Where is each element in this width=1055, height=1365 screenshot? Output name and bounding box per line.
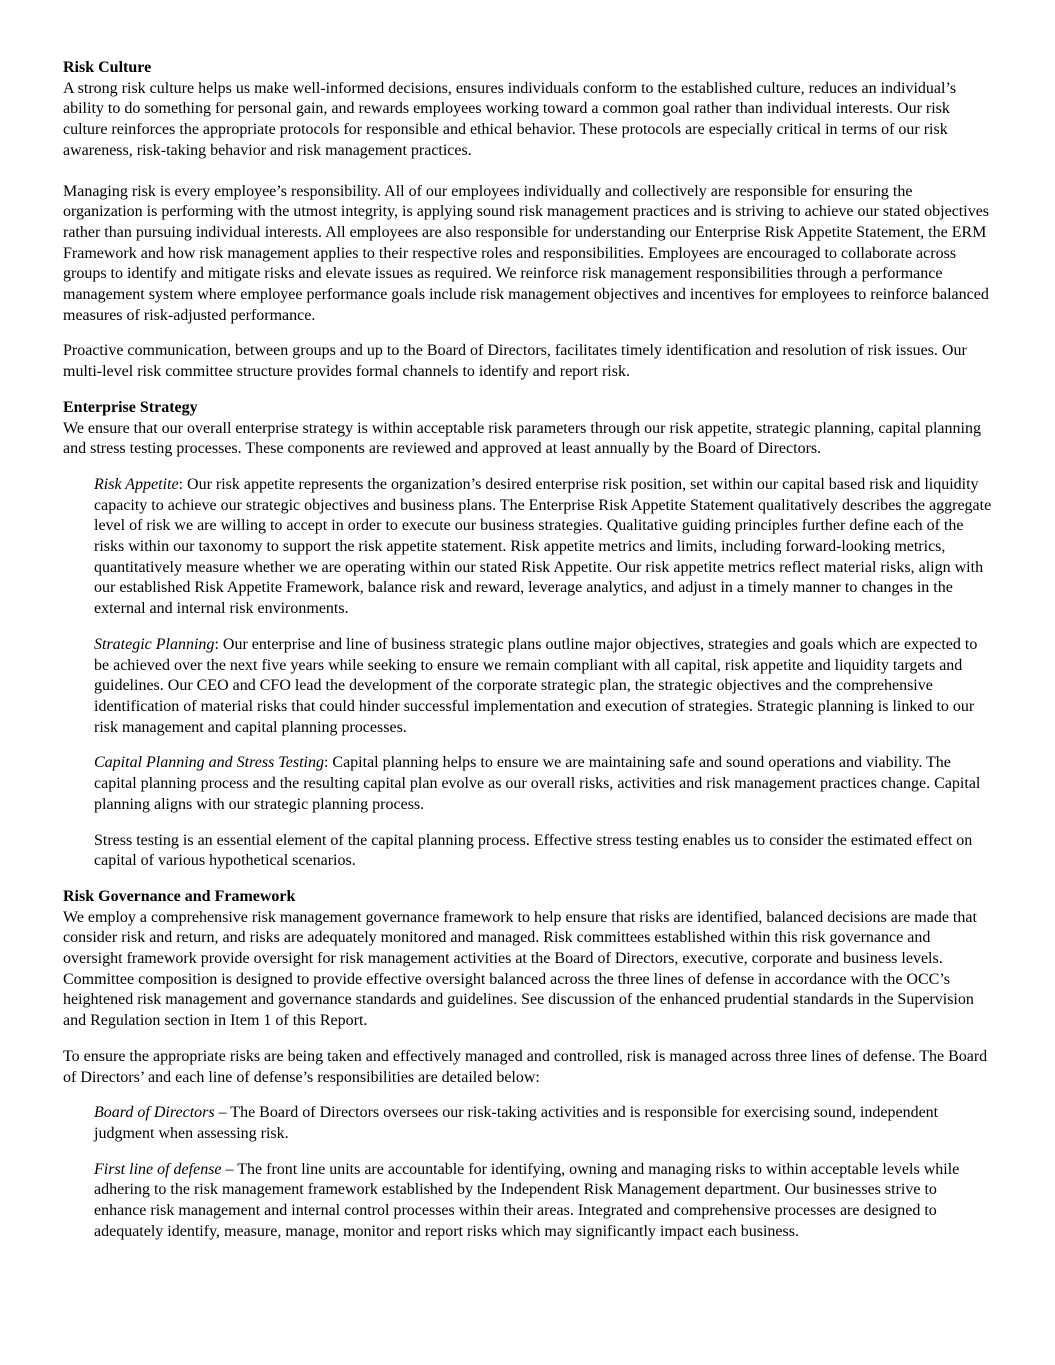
board-of-directors-text: – The Board of Directors oversees our risk-taking activities and is responsible for exercising sound, independent judgment when assessing risk.: [94, 1104, 939, 1142]
risk-appetite-text: : Our risk appetite represents the organization’s desired enterprise risk position, set within our capital based risk and liquidity capacity to achieve our strategic objectives and business plans. The Enterprise Risk Appetite Statement qualitatively describes the aggregate level of risk we are willing to accept in order to execute our business strategies. Qualitative guiding principles further define each of the risks within our taxonomy to support the risk appetite statement. Risk appetite metrics and limits, including forward-looking metrics, quantitatively measure whether we are operating within our stated Risk Appetite. Our risk appetite metrics reflect material risks, align with our established Risk Appetite Framework, balance risk and reward, leverage analytics, and adjust in a timely manner to changes in the external and internal risk environments.: [94, 475, 992, 618]
board-of-directors-lead: Board of Directors: [94, 1104, 215, 1122]
capital-planning-lead: Capital Planning and Stress Testing: [94, 754, 324, 772]
capital-planning-text: : Capital planning helps to ensure we are maintaining safe and sound operations and viability. The capital planning process and the resulting capital plan evolve as our overall risks, activities and risk management practices change. Capital planning aligns with our strategic planning process.: [94, 754, 981, 813]
first-line-of-defense-text: – The front line units are accountable for identifying, owning and managing risks to within acceptable levels while adhering to the risk management framework established by the Independent Risk Management department. Our businesses strive to enhance risk management and internal control processes within their areas. Integrated and comprehensive processes are designed to adequately identify, measure, manage, monitor and report risks which may significantly impact each business.: [94, 1160, 960, 1240]
risk-culture-section: [63, 58, 993, 383]
risk-appetite-lead: Risk Appetite: [94, 475, 179, 493]
risk-culture-paragraph-2: Managing risk is every employee’s responsibility. All of our employees individually and collectively are responsible for ensuring the organization is performing with the utmost integrity, is applying sound risk management practices and is striving to achieve our stated objectives rather than pursuing individual interests. All employees are also responsible for understanding our Enterprise Risk Appetite Statement, the ERM Framework and how risk management applies to their respective roles and responsibilities. Employees are encouraged to collaborate across groups to identify and mitigate risks and elevate issues as required. We reinforce risk management responsibilities through a performance management system where employee performance goals include risk management objectives and incentives for employees to reinforce balanced measures of risk-adjusted performance.: [63, 182, 990, 324]
strategic-planning-lead: Strategic Planning: [94, 635, 215, 653]
enterprise-strategy-intro: We ensure that our overall enterprise strategy is within acceptable risk parameters through our risk appetite, strategic planning, capital planning and stress testing processes. These components are reviewed and approved at least annually by the Board of Directors.: [63, 419, 981, 458]
first-line-of-defense-lead: First line of defense: [94, 1160, 222, 1178]
capital-planning-paragraph: [94, 753, 993, 815]
risk-governance-paragraph-1: We employ a comprehensive risk management governance framework to help ensure that risks are identified, balanced decisions are made that consider risk and return, and risks are adequately monitored and managed. Risk committees established within this risk governance and oversight framework provide oversight for risk management activities at the Board of Directors, executive, corporate and business levels. Committee composition is designed to provide effective oversight balanced across the three lines of defense in accordance with the OCC’s heightened risk management and governance standards and guidelines. See discussion of the enhanced prudential standards in the Supervision and Regulation section in Item 1 of this Report.: [63, 908, 977, 1030]
board-of-directors-paragraph: [94, 1103, 993, 1144]
stress-testing-paragraph: Stress testing is an essential element of the capital planning process. Effective stress testing enables us to consider the estimated effect on capital of various hypothetical scenarios.: [94, 831, 973, 870]
risk-culture-paragraph-3: Proactive communication, between groups and up to the Board of Directors, facilitates timely identification and resolution of risk issues. Our multi-level risk committee structure provides formal channels to identify and report risk.: [63, 342, 967, 381]
enterprise-strategy-heading: Enterprise Strategy: [63, 398, 198, 416]
risk-governance-heading: Risk Governance and Framework: [63, 887, 296, 905]
first-line-of-defense-paragraph: [94, 1160, 993, 1243]
risk-governance-paragraph-2: To ensure the appropriate risks are being taken and effectively managed and controlled, risk is managed across three lines of defense. The Board of Directors’ and each line of defense’s responsibilities are detailed below:: [63, 1047, 988, 1086]
risk-culture-heading: Risk Culture: [63, 59, 152, 76]
risk-culture-paragraph-1: A strong risk culture helps us make well-informed decisions, ensures individuals conform to the established culture, reduces an individual’s ability to do something for personal gain, and rewards employees working toward a common goal rather than individual interests. Our risk culture reinforces the appropriate protocols for responsible and ethical behavior. These protocols are especially critical in terms of our risk awareness, risk-taking behavior and risk management practices.: [63, 79, 957, 159]
strategic-planning-paragraph: [94, 635, 993, 739]
risk-governance-section: [63, 887, 993, 1243]
enterprise-strategy-section: [63, 398, 993, 872]
strategic-planning-text: : Our enterprise and line of business strategic plans outline major objectives, strategies and goals which are expected to be achieved over the next five years while seeking to ensure we remain compliant with all capital, risk appetite and liquidity targets and guidelines. Our CEO and CFO lead the development of the corporate strategic plan, the strategic objectives and the comprehensive identification of material risks that could hinder successful implementation and execution of strategies. Strategic planning is linked to our risk management and capital planning processes.: [94, 635, 978, 736]
risk-appetite-paragraph: [94, 475, 993, 620]
document-page: [63, 58, 993, 1257]
